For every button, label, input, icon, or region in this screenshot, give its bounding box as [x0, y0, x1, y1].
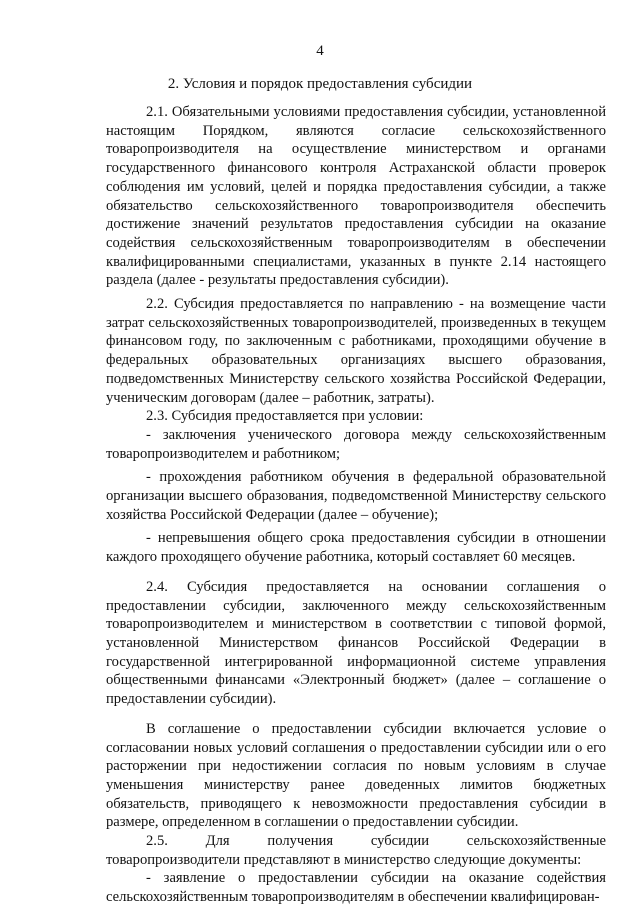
condition-item-contract: - заключения ученического договора между сельскохозяйственным товаропроизводителем и работником;: [106, 426, 606, 462]
condition-item-term: - непревышения общего срока предоставления субсидии в отношении каждого проходящего обучение работника, который составляет 60 месяцев.: [106, 530, 606, 566]
paragraph-2-5: 2.5. Для получения субсидии сельскохозяйственные товаропроизводители представляют в министерство следующие документы:: [106, 833, 606, 868]
document-item-application: - заявление о предоставлении субсидии на оказание содействия сельскохозяйственным товаропроизводителям в обеспечении квалифицирован-: [106, 870, 606, 906]
paragraph-2-3: 2.3. Субсидия предоставляется при условии:: [146, 408, 424, 425]
paragraph-agreement-terms: В соглашение о предоставлении субсидии включается условие о согласовании новых условий соглашения о предоставлении субсидии или о его расторжении при недостижении согласия по новым условиям в случае уменьшения министерству ранее доведенных лимитов бюджетных обязательств, приводящего к невозможности предоставления субсидии в размере, определенном в соглашении о предоставлении субсидии.: [106, 720, 606, 831]
condition-item-training: - прохождения работником обучения в федеральной образовательной организации высшего образования, подведомственной Министерству сельского хозяйства Российской Федерации (далее – обучение);: [106, 469, 606, 523]
page-number: 4: [316, 43, 324, 59]
paragraph-2-2: 2.2. Субсидия предоставляется по направлению - на возмещение части затрат сельскохозяйственных товаропроизводителей, произведенных в текущем финансовом году, по заключенным с работниками, проходящими обучение в федеральных образовательных организациях высшего образования, подведомственных Министерству сельского хозяйства Российской Федерации, ученическим договорам (далее – работник, затраты).: [106, 296, 606, 406]
document-body: [106, 103, 606, 907]
section-heading: 2. Условия и порядок предоставления субсидии: [167, 76, 473, 92]
paragraph-2-4: 2.4. Субсидия предоставляется на основании соглашения о предоставлении субсидии, заключенного между сельскохозяйственным товаропроизводителем и министерством в соответствии с типовой формой, установленной Министерством финансов Российской Федерации в государственной интегрированной информационной системе управления общественными финансами «Электронный бюджет» (далее – соглашение о предоставлении субсидии).: [106, 578, 606, 708]
paragraph-2-1: 2.1. Обязательными условиями предоставления субсидии, установленной настоящим Порядком, являются согласие сельскохозяйственного товаропроизводителя на осуществление министерством и органами государственного финансового контроля Астраханской области проверок соблюдения им условий, целей и порядка предоставления субсидии, а также обязательство сельскохозяйственного товаропроизводителя обеспечить достижение значений результатов предоставления субсидии на оказание содействия сельскохозяйственным товаропроизводителям в обеспечении квалифицированными специалистами, указанных в пункте 2.14 настоящего раздела (далее - результаты предоставления субсидии).: [106, 104, 606, 289]
